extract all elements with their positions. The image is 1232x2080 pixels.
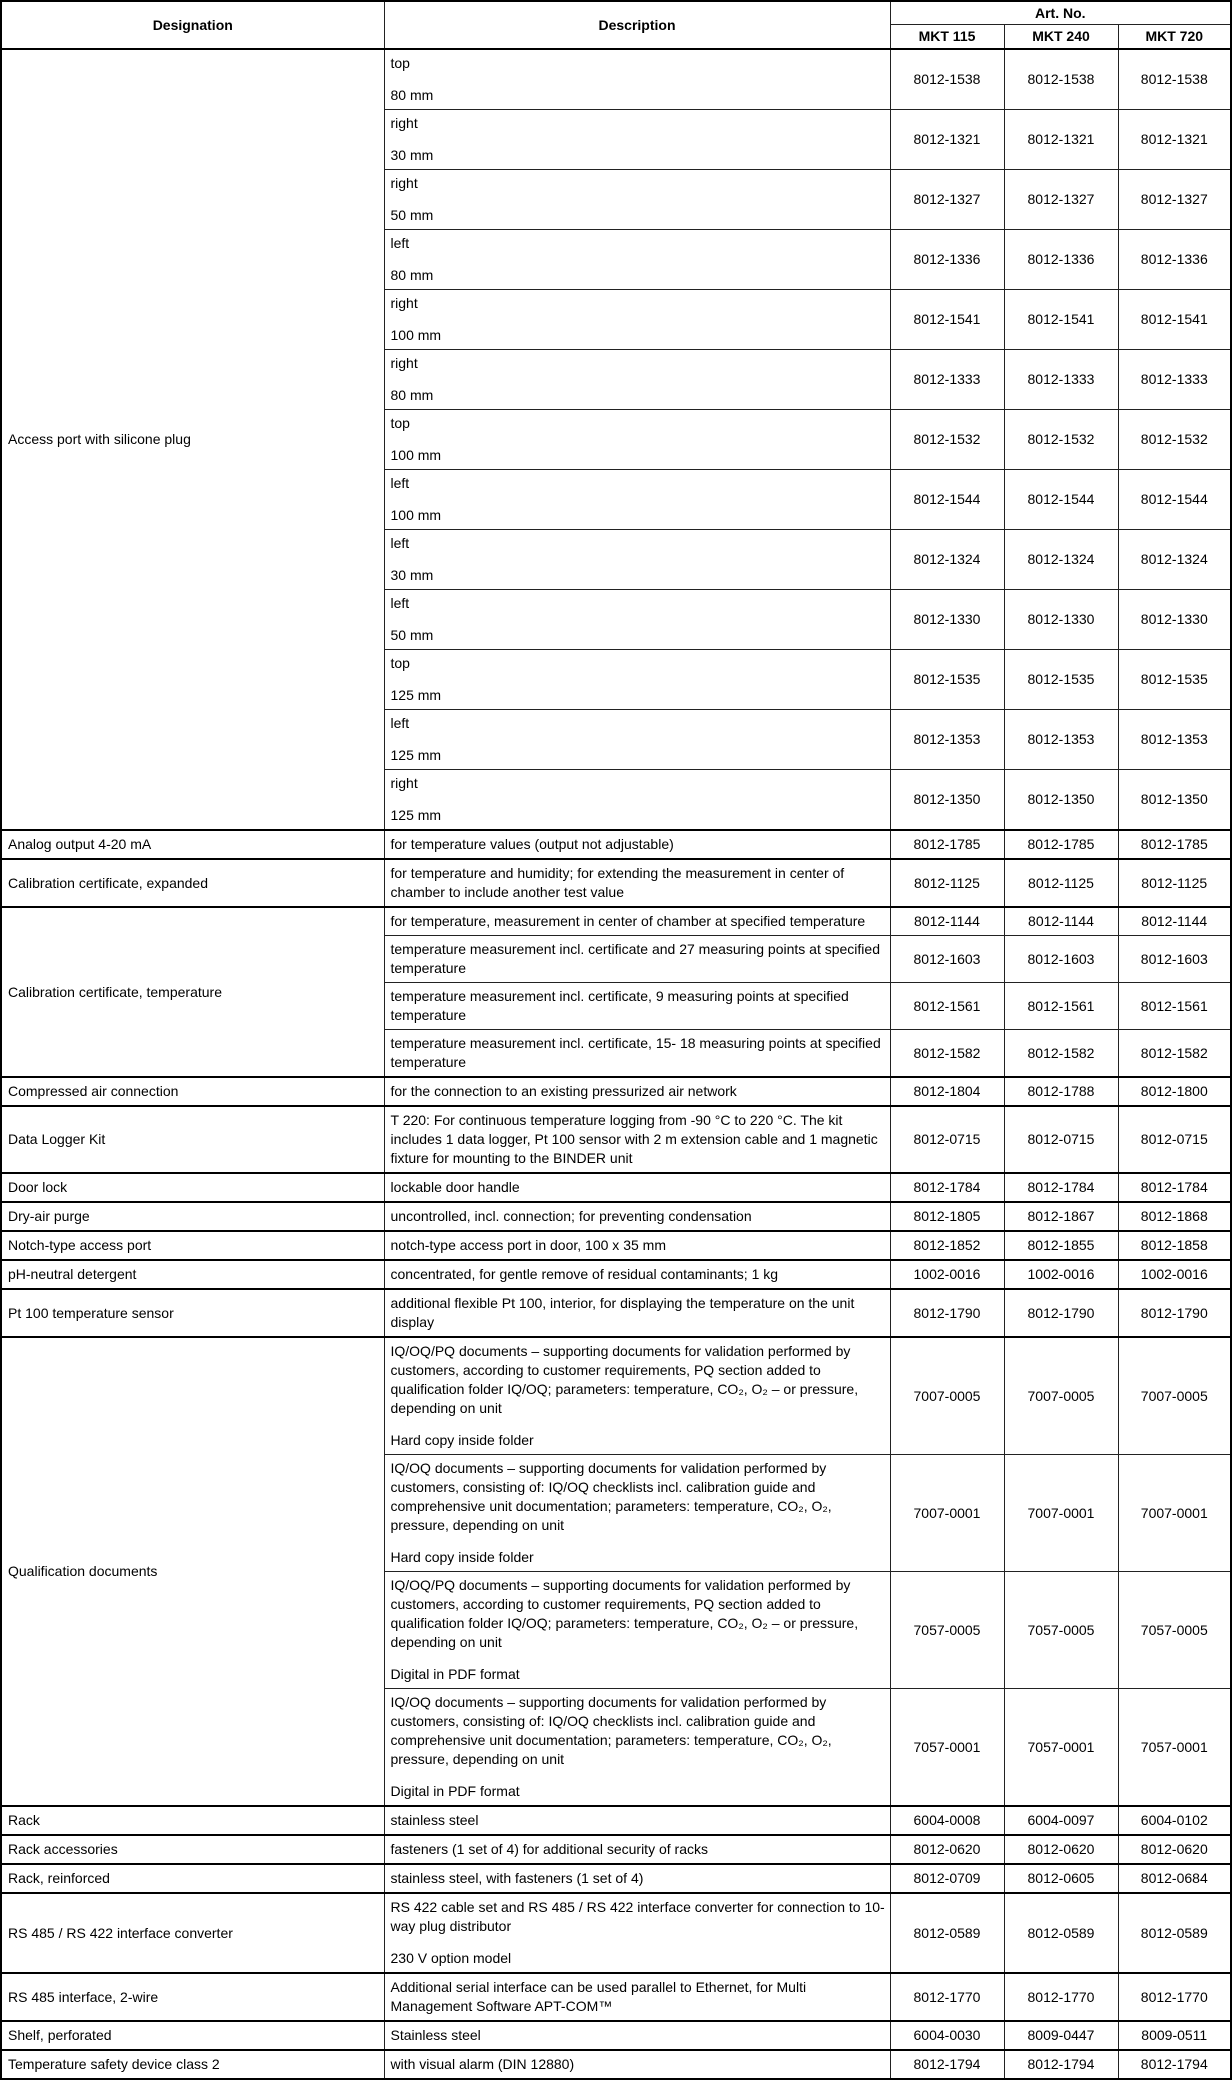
table-row: [1, 1231, 1231, 1260]
description-line: additional flexible Pt 100, interior, for displaying the temperature on the unit display: [390, 1294, 855, 1330]
description-cell: [384, 859, 890, 907]
table-row: [1, 49, 1231, 110]
designation-cell: Notch-type access port: [1, 1231, 384, 1260]
description-cell: [384, 982, 890, 1029]
description-cell: [384, 1337, 890, 1455]
art-no-cell: 8012-1538: [1004, 49, 1118, 110]
description-line: 100 mm: [390, 506, 442, 523]
art-no-cell: 8012-1353: [1118, 709, 1231, 769]
art-no-cell: 8012-1784: [890, 1173, 1004, 1202]
art-no-cell: 7007-0005: [890, 1337, 1004, 1455]
description-line: 50 mm: [390, 626, 434, 643]
description-cell: [384, 1806, 890, 1835]
description-line: 125 mm: [390, 746, 442, 763]
art-no-cell: 8012-1350: [890, 769, 1004, 830]
description-cell: [384, 1106, 890, 1173]
art-no-cell: 1002-0016: [890, 1260, 1004, 1289]
description-line: uncontrolled, incl. connection; for preventing condensation: [390, 1207, 752, 1224]
art-no-cell: 8012-1770: [1004, 1973, 1118, 2021]
art-no-cell: 8012-1532: [1118, 409, 1231, 469]
table-row: [1, 907, 1231, 936]
description-cell: [384, 769, 890, 830]
art-no-cell: 8012-1144: [1118, 907, 1231, 936]
art-no-cell: 8012-1330: [1118, 589, 1231, 649]
description-cell: [384, 289, 890, 349]
art-no-cell: 6004-0097: [1004, 1806, 1118, 1835]
art-no-cell: 8012-1353: [890, 709, 1004, 769]
art-no-cell: 8012-1336: [1118, 229, 1231, 289]
description-line: 125 mm: [390, 686, 442, 703]
description-line: 30 mm: [390, 566, 434, 583]
art-no-cell: 8012-1794: [1118, 2050, 1231, 2079]
art-no-cell: 8012-1333: [1004, 349, 1118, 409]
art-no-cell: 8012-1868: [1118, 1202, 1231, 1231]
description-line: IQ/OQ documents – supporting documents for validation performed by customers, consisting of: IQ/OQ checklists incl. calibration guide and comprehensive unit documentation; parameters: temperature, CO₂, O₂, pressure, depending on unit: [390, 1459, 832, 1533]
art-no-cell: 8012-1333: [1118, 349, 1231, 409]
art-no-cell: 7057-0005: [890, 1571, 1004, 1688]
description-cell: [384, 409, 890, 469]
art-no-cell: 8012-1327: [890, 169, 1004, 229]
column-header-mkt-720: MKT 720: [1118, 25, 1231, 49]
art-no-cell: 8012-1603: [890, 935, 1004, 982]
table-row: [1, 1337, 1231, 1455]
column-header-art-no: Art. No.: [890, 1, 1231, 25]
description-line: top: [390, 414, 410, 431]
art-no-cell: 8012-0589: [1118, 1893, 1231, 1973]
description-line: left: [390, 234, 410, 251]
description-cell: [384, 1454, 890, 1571]
art-no-cell: 8012-1321: [1118, 109, 1231, 169]
art-no-cell: 8012-1561: [1118, 982, 1231, 1029]
art-no-cell: 8012-1804: [890, 1077, 1004, 1106]
designation-cell: Qualification documents: [1, 1337, 384, 1806]
art-no-cell: 8012-1538: [890, 49, 1004, 110]
description-line: 80 mm: [390, 86, 434, 103]
description-cell: [384, 529, 890, 589]
art-no-cell: 8012-1324: [1004, 529, 1118, 589]
description-cell: [384, 1289, 890, 1337]
description-cell: [384, 907, 890, 936]
art-no-cell: 8012-1321: [890, 109, 1004, 169]
art-no-cell: 8012-1800: [1118, 1077, 1231, 1106]
art-no-cell: 8012-1582: [1118, 1029, 1231, 1077]
description-line: top: [390, 654, 410, 671]
art-no-cell: 8012-1784: [1118, 1173, 1231, 1202]
designation-cell: Shelf, perforated: [1, 2021, 384, 2050]
art-no-cell: 6004-0008: [890, 1806, 1004, 1835]
designation-cell: Access port with silicone plug: [1, 49, 384, 830]
art-no-cell: 8012-1535: [1004, 649, 1118, 709]
description-line: Hard copy inside folder: [390, 1548, 534, 1565]
description-cell: [384, 1202, 890, 1231]
description-line: right: [390, 774, 418, 791]
designation-cell: Compressed air connection: [1, 1077, 384, 1106]
art-no-cell: 8012-1324: [1118, 529, 1231, 589]
description-cell: [384, 49, 890, 110]
table-header: [1, 1, 1231, 49]
art-no-cell: 8012-0589: [1004, 1893, 1118, 1973]
description-cell: [384, 169, 890, 229]
description-cell: [384, 709, 890, 769]
art-no-cell: 8012-1794: [1004, 2050, 1118, 2079]
art-no-cell: 7057-0005: [1118, 1571, 1231, 1688]
art-no-cell: 8012-0605: [1004, 1864, 1118, 1893]
designation-cell: Pt 100 temperature sensor: [1, 1289, 384, 1337]
description-line: 230 V option model: [390, 1949, 512, 1966]
description-cell: [384, 229, 890, 289]
table-row: [1, 1973, 1231, 2021]
art-no-cell: 8012-1852: [890, 1231, 1004, 1260]
description-cell: [384, 935, 890, 982]
art-no-cell: 8012-1330: [890, 589, 1004, 649]
description-line: 100 mm: [390, 446, 442, 463]
designation-cell: Data Logger Kit: [1, 1106, 384, 1173]
description-cell: [384, 1973, 890, 2021]
art-no-cell: 8012-1805: [890, 1202, 1004, 1231]
art-no-cell: 8012-1544: [890, 469, 1004, 529]
art-no-cell: 8012-1125: [1118, 859, 1231, 907]
table-row: [1, 859, 1231, 907]
description-line: fasteners (1 set of 4) for additional security of racks: [390, 1840, 708, 1857]
description-line: 50 mm: [390, 206, 434, 223]
description-line: right: [390, 294, 418, 311]
description-line: right: [390, 174, 418, 191]
art-no-cell: 8012-1532: [1004, 409, 1118, 469]
description-line: temperature measurement incl. certificate, 9 measuring points at specified temperature: [390, 987, 849, 1023]
designation-cell: Dry-air purge: [1, 1202, 384, 1231]
art-no-cell: 8012-1541: [1004, 289, 1118, 349]
description-line: concentrated, for gentle remove of residual contaminants; 1 kg: [390, 1265, 779, 1282]
description-cell: [384, 109, 890, 169]
designation-cell: Rack accessories: [1, 1835, 384, 1864]
art-no-cell: 8012-1538: [1118, 49, 1231, 110]
art-no-cell: 8012-0620: [1118, 1835, 1231, 1864]
description-line: 125 mm: [390, 806, 442, 823]
art-no-cell: 8012-1324: [890, 529, 1004, 589]
description-line: 30 mm: [390, 146, 434, 163]
description-line: notch-type access port in door, 100 x 35 mm: [390, 1236, 666, 1253]
art-no-cell: 8012-1784: [1004, 1173, 1118, 1202]
description-cell: [384, 649, 890, 709]
description-cell: [384, 1893, 890, 1973]
description-line: 80 mm: [390, 266, 434, 283]
art-no-cell: 8012-1785: [890, 830, 1004, 859]
art-no-cell: 1002-0016: [1118, 1260, 1231, 1289]
art-no-cell: 8012-1144: [1004, 907, 1118, 936]
art-no-cell: 8012-1333: [890, 349, 1004, 409]
art-no-cell: 8012-1535: [1118, 649, 1231, 709]
description-cell: [384, 1835, 890, 1864]
art-no-cell: 8012-1544: [1004, 469, 1118, 529]
table-row: [1, 1835, 1231, 1864]
table-row: [1, 830, 1231, 859]
designation-cell: Calibration certificate, expanded: [1, 859, 384, 907]
art-no-cell: 1002-0016: [1004, 1260, 1118, 1289]
art-no-cell: 8009-0447: [1004, 2021, 1118, 2050]
column-header-mkt-115: MKT 115: [890, 25, 1004, 49]
table-row: [1, 1173, 1231, 1202]
art-no-cell: 8012-1794: [890, 2050, 1004, 2079]
description-cell: [384, 2050, 890, 2079]
art-no-cell: 8012-1790: [890, 1289, 1004, 1337]
art-no-cell: 8012-1785: [1004, 830, 1118, 859]
description-line: right: [390, 114, 418, 131]
art-no-cell: 8012-1532: [890, 409, 1004, 469]
description-line: stainless steel: [390, 1811, 479, 1828]
description-line: left: [390, 534, 410, 551]
table-row: [1, 2021, 1231, 2050]
description-cell: [384, 469, 890, 529]
description-line: with visual alarm (DIN 12880): [390, 2055, 575, 2072]
description-line: right: [390, 354, 418, 371]
art-no-cell: 8012-1125: [1004, 859, 1118, 907]
description-line: left: [390, 594, 410, 611]
art-no-cell: 8012-0620: [890, 1835, 1004, 1864]
description-cell: [384, 349, 890, 409]
art-no-cell: 7057-0001: [1004, 1688, 1118, 1806]
art-no-cell: 8012-1535: [890, 649, 1004, 709]
art-no-cell: 8009-0511: [1118, 2021, 1231, 2050]
description-line: temperature measurement incl. certificate and 27 measuring points at specified temperature: [390, 940, 880, 976]
art-no-cell: 7057-0005: [1004, 1571, 1118, 1688]
art-no-cell: 8012-1603: [1118, 935, 1231, 982]
art-no-cell: 8012-1544: [1118, 469, 1231, 529]
designation-cell: Analog output 4-20 mA: [1, 830, 384, 859]
art-no-cell: 8012-1790: [1118, 1289, 1231, 1337]
description-line: 80 mm: [390, 386, 434, 403]
description-line: Digital in PDF format: [390, 1782, 520, 1799]
description-line: T 220: For continuous temperature logging from -90 °C to 220 °C. The kit includes 1 data logger, Pt 100 sensor with 2 m extension cable and 1 magnetic fixture for mounting to the BINDER unit: [390, 1111, 878, 1166]
table-body: [1, 49, 1231, 2079]
art-no-cell: 8012-0620: [1004, 1835, 1118, 1864]
designation-cell: RS 485 / RS 422 interface converter: [1, 1893, 384, 1973]
description-cell: [384, 1077, 890, 1106]
description-line: for temperature and humidity; for extending the measurement in center of chamber to include another test value: [390, 864, 845, 900]
table-row: [1, 1077, 1231, 1106]
description-line: Additional serial interface can be used parallel to Ethernet, for Multi Management Software APT-COM™: [390, 1978, 807, 2014]
art-no-cell: 8012-1125: [890, 859, 1004, 907]
designation-cell: Door lock: [1, 1173, 384, 1202]
art-no-cell: 8012-1788: [1004, 1077, 1118, 1106]
art-no-cell: 7007-0001: [890, 1454, 1004, 1571]
art-no-cell: 8012-1582: [1004, 1029, 1118, 1077]
art-no-cell: 8012-1327: [1118, 169, 1231, 229]
description-cell: [384, 589, 890, 649]
art-no-cell: 8012-1855: [1004, 1231, 1118, 1260]
description-line: IQ/OQ documents – supporting documents for validation performed by customers, consisting of: IQ/OQ checklists incl. calibration guide and comprehensive unit documentation; parameters: temperature, CO₂, O₂, pressure, depending on unit: [390, 1693, 832, 1767]
art-no-cell: 8012-1327: [1004, 169, 1118, 229]
table-row: [1, 1202, 1231, 1231]
art-no-cell: 8012-0715: [890, 1106, 1004, 1173]
table-row: [1, 1893, 1231, 1973]
description-line: for temperature values (output not adjustable): [390, 835, 674, 852]
art-no-cell: 7007-0005: [1118, 1337, 1231, 1455]
art-no-cell: 8012-1144: [890, 907, 1004, 936]
art-no-cell: 8012-1336: [1004, 229, 1118, 289]
table-row: [1, 1106, 1231, 1173]
description-cell: [384, 1571, 890, 1688]
table-row: [1, 1806, 1231, 1835]
column-header-mkt-240: MKT 240: [1004, 25, 1118, 49]
art-no-cell: 8012-1770: [1118, 1973, 1231, 2021]
art-no-cell: 8012-1353: [1004, 709, 1118, 769]
description-line: Stainless steel: [390, 2026, 481, 2043]
art-no-cell: 8012-1330: [1004, 589, 1118, 649]
art-no-cell: 8012-1321: [1004, 109, 1118, 169]
art-no-cell: 8012-1770: [890, 1973, 1004, 2021]
art-no-cell: 8012-0715: [1118, 1106, 1231, 1173]
description-line: IQ/OQ/PQ documents – supporting documents for validation performed by customers, according to customer requirements, PQ section added to qualification folder IQ/OQ; parameters: temperature, CO₂, O₂ – or pressure, depending on unit: [390, 1342, 859, 1416]
art-no-cell: 8012-1858: [1118, 1231, 1231, 1260]
description-line: for the connection to an existing pressurized air network: [390, 1082, 737, 1099]
designation-cell: Rack: [1, 1806, 384, 1835]
description-cell: [384, 2021, 890, 2050]
art-no-cell: 8012-0709: [890, 1864, 1004, 1893]
art-no-cell: 8012-0589: [890, 1893, 1004, 1973]
description-line: 100 mm: [390, 326, 442, 343]
description-line: Hard copy inside folder: [390, 1431, 534, 1448]
description-cell: [384, 1173, 890, 1202]
description-line: left: [390, 474, 410, 491]
table-row: [1, 1289, 1231, 1337]
art-no-cell: 6004-0030: [890, 2021, 1004, 2050]
description-line: stainless steel, with fasteners (1 set of 4): [390, 1869, 644, 1886]
art-no-cell: 8012-1541: [1118, 289, 1231, 349]
art-no-cell: 8012-1867: [1004, 1202, 1118, 1231]
art-no-cell: 7007-0005: [1004, 1337, 1118, 1455]
art-no-cell: 8012-1561: [890, 982, 1004, 1029]
art-no-cell: 8012-1785: [1118, 830, 1231, 859]
designation-cell: pH-neutral detergent: [1, 1260, 384, 1289]
designation-cell: Calibration certificate, temperature: [1, 907, 384, 1077]
description-line: lockable door handle: [390, 1178, 520, 1195]
description-cell: [384, 1231, 890, 1260]
art-no-cell: 8012-0715: [1004, 1106, 1118, 1173]
art-no-cell: 7007-0001: [1118, 1454, 1231, 1571]
art-no-cell: 8012-0684: [1118, 1864, 1231, 1893]
table-row: [1, 1864, 1231, 1893]
art-no-cell: 7057-0001: [1118, 1688, 1231, 1806]
art-no-cell: 7057-0001: [890, 1688, 1004, 1806]
art-no-cell: 8012-1350: [1004, 769, 1118, 830]
table-row: [1, 2050, 1231, 2079]
designation-cell: Rack, reinforced: [1, 1864, 384, 1893]
description-line: Digital in PDF format: [390, 1665, 520, 1682]
description-cell: [384, 1688, 890, 1806]
description-line: temperature measurement incl. certificate, 15- 18 measuring points at specified temperature: [390, 1034, 881, 1070]
description-line: for temperature, measurement in center of chamber at specified temperature: [390, 912, 866, 929]
art-no-cell: 8012-1350: [1118, 769, 1231, 830]
art-no-cell: 8012-1582: [890, 1029, 1004, 1077]
description-cell: [384, 1864, 890, 1893]
column-header-description: Description: [384, 1, 890, 49]
art-no-cell: 8012-1790: [1004, 1289, 1118, 1337]
column-header-designation: Designation: [1, 1, 384, 49]
art-no-cell: 8012-1336: [890, 229, 1004, 289]
description-line: left: [390, 714, 410, 731]
art-no-cell: 8012-1561: [1004, 982, 1118, 1029]
description-line: RS 422 cable set and RS 485 / RS 422 interface converter for connection to 10-way plug distributor: [390, 1898, 885, 1934]
description-line: IQ/OQ/PQ documents – supporting documents for validation performed by customers, according to customer requirements, PQ section added to qualification folder IQ/OQ; parameters: temperature, CO₂, O₂ – or pressure, depending on unit: [390, 1576, 859, 1650]
table-row: [1, 1260, 1231, 1289]
description-cell: [384, 1260, 890, 1289]
designation-cell: RS 485 interface, 2-wire: [1, 1973, 384, 2021]
art-no-cell: 6004-0102: [1118, 1806, 1231, 1835]
art-no-cell: 7007-0001: [1004, 1454, 1118, 1571]
art-no-cell: 8012-1541: [890, 289, 1004, 349]
description-cell: [384, 1029, 890, 1077]
description-cell: [384, 830, 890, 859]
art-no-cell: 8012-1603: [1004, 935, 1118, 982]
description-line: top: [390, 54, 410, 71]
designation-cell: Temperature safety device class 2: [1, 2050, 384, 2079]
